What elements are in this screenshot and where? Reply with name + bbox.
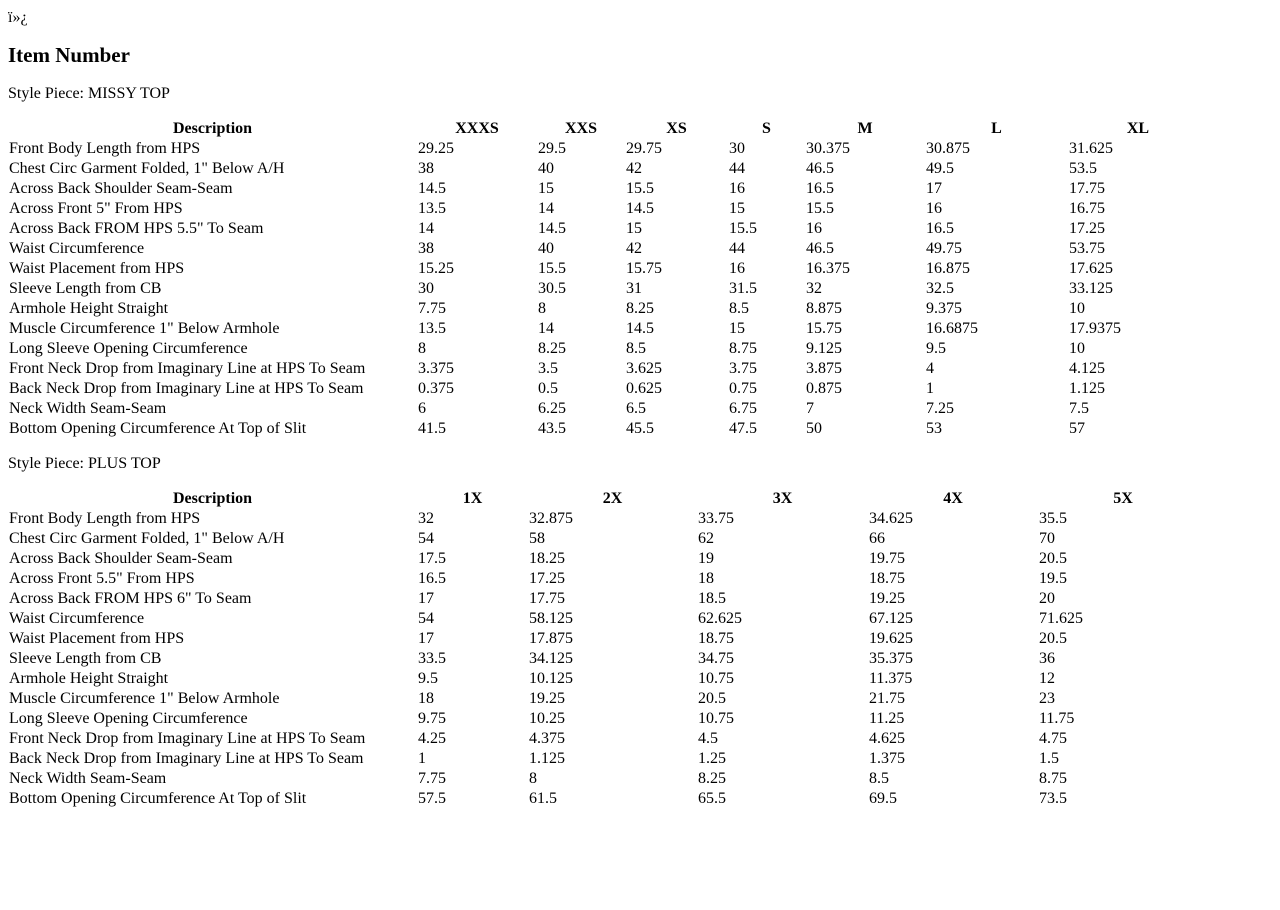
measurement-cell: 15.5 bbox=[729, 220, 757, 237]
table-row bbox=[8, 689, 1208, 709]
measurement-cell: 66 bbox=[869, 530, 885, 547]
description-cell: Waist Placement from HPS bbox=[9, 260, 185, 277]
measurement-cell: 19.5 bbox=[1039, 570, 1067, 587]
measurement-cell: 17.75 bbox=[1069, 180, 1105, 197]
measurement-cell: 73.5 bbox=[1039, 790, 1067, 807]
table-row bbox=[8, 509, 1208, 529]
table-row bbox=[8, 399, 1208, 419]
measurement-cell: 18 bbox=[418, 690, 434, 707]
table-row bbox=[8, 589, 1208, 609]
description-cell: Across Front 5.5" From HPS bbox=[9, 570, 195, 587]
description-cell: Muscle Circumference 1" Below Armhole bbox=[9, 690, 280, 707]
measurement-cell: 15.5 bbox=[626, 180, 654, 197]
measurement-cell: 50 bbox=[806, 420, 822, 437]
measurement-cell: 23 bbox=[1039, 690, 1055, 707]
measurement-cell: 16.6875 bbox=[926, 320, 978, 337]
description-cell: Across Back FROM HPS 5.5" To Seam bbox=[9, 220, 264, 237]
column-header-1x: 1X bbox=[462, 490, 483, 507]
plus-table-body bbox=[8, 509, 1208, 809]
measurement-cell: 6 bbox=[418, 400, 426, 417]
column-header-5x: 5X bbox=[1113, 490, 1133, 507]
description-cell: Waist Circumference bbox=[9, 610, 145, 627]
table-row bbox=[8, 159, 1208, 179]
measurement-cell: 44 bbox=[729, 240, 745, 257]
measurement-cell: 17 bbox=[926, 180, 942, 197]
description-cell: Waist Placement from HPS bbox=[9, 630, 185, 647]
measurement-cell: 53.5 bbox=[1069, 160, 1097, 177]
description-cell: Across Back Shoulder Seam-Seam bbox=[9, 550, 233, 567]
measurement-cell: 8.75 bbox=[1039, 770, 1067, 787]
measurement-cell: 19 bbox=[698, 550, 714, 567]
measurement-cell: 30.375 bbox=[806, 140, 850, 157]
description-cell: Chest Circ Garment Folded, 1" Below A/H bbox=[9, 160, 285, 177]
measurement-cell: 8.875 bbox=[806, 300, 842, 317]
measurement-cell: 4.25 bbox=[418, 730, 446, 747]
measurement-cell: 8 bbox=[538, 300, 546, 317]
measurement-cell: 16.375 bbox=[806, 260, 850, 277]
column-header-xs: XS bbox=[666, 120, 687, 137]
column-header-l: L bbox=[991, 120, 1002, 137]
measurement-cell: 15.5 bbox=[538, 260, 566, 277]
description-cell: Front Neck Drop from Imaginary Line at HPS To Seam bbox=[9, 360, 366, 377]
measurement-cell: 8.5 bbox=[869, 770, 889, 787]
measurement-cell: 16.875 bbox=[926, 260, 970, 277]
measurement-cell: 70 bbox=[1039, 530, 1055, 547]
measurement-cell: 19.25 bbox=[529, 690, 565, 707]
table-row bbox=[8, 789, 1208, 809]
missy-table-body bbox=[8, 139, 1208, 439]
measurement-cell: 18.75 bbox=[869, 570, 905, 587]
measurement-cell: 46.5 bbox=[806, 160, 834, 177]
measurement-cell: 8.25 bbox=[626, 300, 654, 317]
measurement-cell: 8 bbox=[529, 770, 537, 787]
measurement-cell: 38 bbox=[418, 160, 434, 177]
measurement-cell: 9.125 bbox=[806, 340, 842, 357]
page-title: Item Number bbox=[8, 43, 130, 67]
measurement-cell: 17.625 bbox=[1069, 260, 1113, 277]
measurement-cell: 16 bbox=[729, 260, 745, 277]
description-cell: Armhole Height Straight bbox=[9, 300, 169, 317]
measurement-cell: 32.5 bbox=[926, 280, 954, 297]
measurement-cell: 10.25 bbox=[529, 710, 565, 727]
measurement-cell: 10.125 bbox=[529, 670, 573, 687]
measurement-cell: 7.75 bbox=[418, 300, 446, 317]
measurement-cell: 33.5 bbox=[418, 650, 446, 667]
description-cell: Front Neck Drop from Imaginary Line at HPS To Seam bbox=[9, 730, 366, 747]
measurement-cell: 10.75 bbox=[698, 670, 734, 687]
measurement-cell: 31 bbox=[626, 280, 642, 297]
measurement-cell: 19.75 bbox=[869, 550, 905, 567]
description-cell: Bottom Opening Circumference At Top of Slit bbox=[9, 790, 307, 807]
measurement-cell: 8.25 bbox=[698, 770, 726, 787]
measurement-cell: 11.25 bbox=[869, 710, 905, 727]
description-cell: Sleeve Length from CB bbox=[9, 650, 162, 667]
measurement-cell: 34.625 bbox=[869, 510, 913, 527]
measurement-cell: 0.375 bbox=[418, 380, 454, 397]
measurement-cell: 10.75 bbox=[698, 710, 734, 727]
measurement-cell: 1.125 bbox=[529, 750, 565, 767]
measurement-cell: 11.375 bbox=[869, 670, 913, 687]
measurement-cell: 17.5 bbox=[418, 550, 446, 567]
measurement-cell: 16 bbox=[806, 220, 822, 237]
measurement-cell: 15.25 bbox=[418, 260, 454, 277]
description-cell: Neck Width Seam-Seam bbox=[9, 400, 167, 417]
plus-table-head bbox=[8, 489, 1208, 509]
header-row bbox=[8, 489, 1208, 509]
measurement-cell: 47.5 bbox=[729, 420, 757, 437]
measurement-cell: 67.125 bbox=[869, 610, 913, 627]
measurement-cell: 14 bbox=[538, 320, 554, 337]
measurement-cell: 71.625 bbox=[1039, 610, 1083, 627]
measurement-cell: 54 bbox=[418, 530, 434, 547]
measurement-cell: 33.125 bbox=[1069, 280, 1113, 297]
description-cell: Across Back Shoulder Seam-Seam bbox=[9, 180, 233, 197]
measurement-cell: 3.375 bbox=[418, 360, 454, 377]
measurement-cell: 16.5 bbox=[926, 220, 954, 237]
measurement-cell: 4.125 bbox=[1069, 360, 1105, 377]
measurement-cell: 42 bbox=[626, 160, 642, 177]
table-row bbox=[8, 299, 1208, 319]
measurement-cell: 17.75 bbox=[529, 590, 565, 607]
table-row bbox=[8, 749, 1208, 769]
measurement-cell: 14.5 bbox=[626, 200, 654, 217]
description-cell: Across Front 5" From HPS bbox=[9, 200, 183, 217]
measurement-cell: 17.875 bbox=[529, 630, 573, 647]
header-row bbox=[8, 119, 1208, 139]
measurement-cell: 1.5 bbox=[1039, 750, 1059, 767]
plus-size-table bbox=[8, 489, 1208, 809]
measurement-cell: 8.5 bbox=[626, 340, 646, 357]
table-row bbox=[8, 569, 1208, 589]
measurement-cell: 14 bbox=[538, 200, 554, 217]
measurement-cell: 6.25 bbox=[538, 400, 566, 417]
measurement-cell: 15 bbox=[729, 320, 745, 337]
measurement-cell: 16 bbox=[926, 200, 942, 217]
measurement-cell: 36 bbox=[1039, 650, 1055, 667]
description-cell: Chest Circ Garment Folded, 1" Below A/H bbox=[9, 530, 285, 547]
measurement-cell: 8.25 bbox=[538, 340, 566, 357]
table-row bbox=[8, 419, 1208, 439]
measurement-cell: 16.5 bbox=[806, 180, 834, 197]
measurement-cell: 29.25 bbox=[418, 140, 454, 157]
measurement-cell: 16.75 bbox=[1069, 200, 1105, 217]
measurement-cell: 0.875 bbox=[806, 380, 842, 397]
missy-table-head bbox=[8, 119, 1208, 139]
measurement-cell: 30.5 bbox=[538, 280, 566, 297]
style-piece-label-plus: Style Piece: PLUS TOP bbox=[8, 455, 161, 472]
measurement-cell: 3.75 bbox=[729, 360, 757, 377]
measurement-cell: 20.5 bbox=[1039, 630, 1067, 647]
table-row bbox=[8, 709, 1208, 729]
measurement-cell: 18.5 bbox=[698, 590, 726, 607]
description-cell: Long Sleeve Opening Circumference bbox=[9, 340, 248, 357]
measurement-cell: 8.75 bbox=[729, 340, 757, 357]
measurement-cell: 1 bbox=[926, 380, 934, 397]
table-row bbox=[8, 649, 1208, 669]
description-cell: Back Neck Drop from Imaginary Line at HPS To Seam bbox=[9, 380, 364, 397]
measurement-cell: 9.5 bbox=[926, 340, 946, 357]
table-row bbox=[8, 359, 1208, 379]
measurement-cell: 4.625 bbox=[869, 730, 905, 747]
description-cell: Neck Width Seam-Seam bbox=[9, 770, 167, 787]
measurement-cell: 29.75 bbox=[626, 140, 662, 157]
column-header-xl: XL bbox=[1126, 120, 1150, 137]
measurement-cell: 44 bbox=[729, 160, 745, 177]
measurement-cell: 58.125 bbox=[529, 610, 573, 627]
measurement-cell: 0.625 bbox=[626, 380, 662, 397]
measurement-cell: 16 bbox=[729, 180, 745, 197]
measurement-cell: 41.5 bbox=[418, 420, 446, 437]
measurement-cell: 30 bbox=[418, 280, 434, 297]
bom-marker: ï»¿ bbox=[8, 9, 28, 26]
measurement-cell: 7.25 bbox=[926, 400, 954, 417]
description-cell: Front Body Length from HPS bbox=[9, 140, 201, 157]
measurement-cell: 15 bbox=[626, 220, 642, 237]
measurement-cell: 49.5 bbox=[926, 160, 954, 177]
table-row bbox=[8, 219, 1208, 239]
measurement-cell: 1.125 bbox=[1069, 380, 1105, 397]
measurement-cell: 16.5 bbox=[418, 570, 446, 587]
column-header-4x: 4X bbox=[943, 490, 963, 507]
measurement-cell: 42 bbox=[626, 240, 642, 257]
measurement-cell: 34.75 bbox=[698, 650, 734, 667]
measurement-cell: 10 bbox=[1069, 300, 1085, 317]
measurement-cell: 19.625 bbox=[869, 630, 913, 647]
measurement-cell: 46.5 bbox=[806, 240, 834, 257]
measurement-cell: 18 bbox=[698, 570, 714, 587]
measurement-cell: 62.625 bbox=[698, 610, 742, 627]
measurement-cell: 62 bbox=[698, 530, 714, 547]
measurement-cell: 17 bbox=[418, 590, 434, 607]
style-piece-label-missy: Style Piece: MISSY TOP bbox=[8, 85, 170, 102]
measurement-cell: 20.5 bbox=[1039, 550, 1067, 567]
measurement-cell: 1 bbox=[418, 750, 426, 767]
table-row bbox=[8, 549, 1208, 569]
measurement-cell: 53.75 bbox=[1069, 240, 1105, 257]
measurement-cell: 7 bbox=[806, 400, 814, 417]
measurement-cell: 29.5 bbox=[538, 140, 566, 157]
measurement-cell: 9.75 bbox=[418, 710, 446, 727]
measurement-cell: 1.375 bbox=[869, 750, 905, 767]
table-row bbox=[8, 239, 1208, 259]
column-header-s: S bbox=[762, 120, 771, 137]
measurement-cell: 4.5 bbox=[698, 730, 718, 747]
measurement-cell: 40 bbox=[538, 160, 554, 177]
measurement-cell: 61.5 bbox=[529, 790, 557, 807]
table-row bbox=[8, 139, 1208, 159]
measurement-cell: 57.5 bbox=[418, 790, 446, 807]
measurement-cell: 14 bbox=[418, 220, 434, 237]
measurement-cell: 3.875 bbox=[806, 360, 842, 377]
description-cell: Armhole Height Straight bbox=[9, 670, 169, 687]
measurement-cell: 38 bbox=[418, 240, 434, 257]
measurement-cell: 8 bbox=[418, 340, 426, 357]
measurement-cell: 32 bbox=[806, 280, 822, 297]
measurement-cell: 4.75 bbox=[1039, 730, 1067, 747]
measurement-cell: 15.75 bbox=[626, 260, 662, 277]
description-cell: Bottom Opening Circumference At Top of Slit bbox=[9, 420, 307, 437]
table-row bbox=[8, 609, 1208, 629]
measurement-cell: 19.25 bbox=[869, 590, 905, 607]
measurement-cell: 18.25 bbox=[529, 550, 565, 567]
measurement-cell: 4.375 bbox=[529, 730, 565, 747]
column-header-description: Description bbox=[172, 120, 253, 137]
measurement-cell: 14.5 bbox=[418, 180, 446, 197]
measurement-cell: 43.5 bbox=[538, 420, 566, 437]
measurement-cell: 12 bbox=[1039, 670, 1055, 687]
column-header-2x: 2X bbox=[602, 490, 623, 507]
column-header-xxs: XXS bbox=[564, 120, 597, 137]
measurement-cell: 7.75 bbox=[418, 770, 446, 787]
measurement-cell: 11.75 bbox=[1039, 710, 1075, 727]
measurement-cell: 31.5 bbox=[729, 280, 757, 297]
table-row bbox=[8, 729, 1208, 749]
measurement-cell: 6.75 bbox=[729, 400, 757, 417]
measurement-cell: 13.5 bbox=[418, 200, 446, 217]
measurement-cell: 45.5 bbox=[626, 420, 654, 437]
table-row bbox=[8, 319, 1208, 339]
description-cell: Sleeve Length from CB bbox=[9, 280, 162, 297]
table-row bbox=[8, 339, 1208, 359]
measurement-cell: 32.875 bbox=[529, 510, 573, 527]
measurement-cell: 15.75 bbox=[806, 320, 842, 337]
measurement-cell: 10 bbox=[1069, 340, 1085, 357]
measurement-cell: 69.5 bbox=[869, 790, 897, 807]
measurement-cell: 32 bbox=[418, 510, 434, 527]
measurement-cell: 15 bbox=[538, 180, 554, 197]
measurement-cell: 17.25 bbox=[1069, 220, 1105, 237]
measurement-cell: 35.5 bbox=[1039, 510, 1067, 527]
table-row bbox=[8, 259, 1208, 279]
description-cell: Back Neck Drop from Imaginary Line at HPS To Seam bbox=[9, 750, 364, 767]
measurement-cell: 21.75 bbox=[869, 690, 905, 707]
measurement-cell: 30 bbox=[729, 140, 745, 157]
measurement-cell: 34.125 bbox=[529, 650, 573, 667]
description-cell: Muscle Circumference 1" Below Armhole bbox=[9, 320, 280, 337]
missy-size-table bbox=[8, 119, 1208, 439]
measurement-cell: 49.75 bbox=[926, 240, 962, 257]
measurement-cell: 54 bbox=[418, 610, 434, 627]
table-row bbox=[8, 629, 1208, 649]
measurement-cell: 30.875 bbox=[926, 140, 970, 157]
measurement-cell: 3.5 bbox=[538, 360, 558, 377]
measurement-cell: 20 bbox=[1039, 590, 1055, 607]
measurement-cell: 20.5 bbox=[698, 690, 726, 707]
description-cell: Across Back FROM HPS 6" To Seam bbox=[9, 590, 252, 607]
measurement-cell: 0.75 bbox=[729, 380, 757, 397]
table-row bbox=[8, 669, 1208, 689]
description-cell: Waist Circumference bbox=[9, 240, 145, 257]
measurement-cell: 14.5 bbox=[626, 320, 654, 337]
measurement-cell: 35.375 bbox=[869, 650, 913, 667]
measurement-cell: 9.375 bbox=[926, 300, 962, 317]
column-header-description: Description bbox=[172, 490, 253, 507]
measurement-cell: 33.75 bbox=[698, 510, 734, 527]
measurement-cell: 15.5 bbox=[806, 200, 834, 217]
measurement-cell: 15 bbox=[729, 200, 745, 217]
column-header-3x: 3X bbox=[772, 490, 793, 507]
measurement-cell: 17 bbox=[418, 630, 434, 647]
table-row bbox=[8, 279, 1208, 299]
measurement-cell: 1.25 bbox=[698, 750, 726, 767]
table-row bbox=[8, 179, 1208, 199]
measurement-cell: 31.625 bbox=[1069, 140, 1113, 157]
measurement-cell: 3.625 bbox=[626, 360, 662, 377]
measurement-cell: 18.75 bbox=[698, 630, 734, 647]
measurement-cell: 57 bbox=[1069, 420, 1085, 437]
table-row bbox=[8, 199, 1208, 219]
measurement-cell: 13.5 bbox=[418, 320, 446, 337]
measurement-cell: 7.5 bbox=[1069, 400, 1089, 417]
measurement-cell: 8.5 bbox=[729, 300, 749, 317]
measurement-cell: 9.5 bbox=[418, 670, 438, 687]
table-row bbox=[8, 379, 1208, 399]
measurement-cell: 14.5 bbox=[538, 220, 566, 237]
measurement-cell: 53 bbox=[926, 420, 942, 437]
column-header-m: M bbox=[857, 120, 873, 137]
measurement-cell: 65.5 bbox=[698, 790, 726, 807]
measurement-cell: 4 bbox=[926, 360, 934, 377]
measurement-cell: 17.9375 bbox=[1069, 320, 1121, 337]
description-cell: Long Sleeve Opening Circumference bbox=[9, 710, 248, 727]
measurement-cell: 17.25 bbox=[529, 570, 565, 587]
measurement-cell: 40 bbox=[538, 240, 554, 257]
description-cell: Front Body Length from HPS bbox=[9, 510, 201, 527]
column-header-xxxs: XXXS bbox=[455, 120, 499, 137]
table-row bbox=[8, 769, 1208, 789]
measurement-cell: 6.5 bbox=[626, 400, 646, 417]
measurement-cell: 0.5 bbox=[538, 380, 558, 397]
table-row bbox=[8, 529, 1208, 549]
measurement-cell: 58 bbox=[529, 530, 545, 547]
